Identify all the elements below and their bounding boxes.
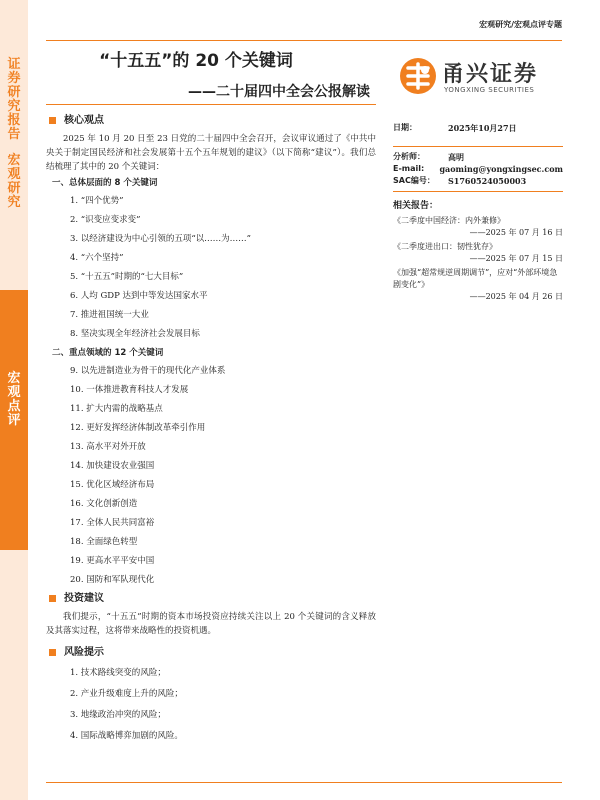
list-item: 8. 坚决实现全年经济社会发展目标	[70, 329, 200, 339]
logo-company-name: 甬兴证券	[442, 62, 539, 87]
sac-value: S1760524050003	[448, 176, 527, 186]
list-item: 4. 国际战略博弈加剧的风险。	[70, 731, 183, 741]
title-divider	[46, 104, 376, 105]
list-item: 3. 以经济建设为中心引领的五项“以……为……”	[70, 234, 252, 244]
sidebar-label-research-report: 证券研究报告	[7, 57, 21, 142]
list-item: 2. 产业升级难度上升的风险；	[70, 689, 183, 699]
analyst-row	[393, 151, 563, 163]
invest-paragraph: 我们提示，“十五五”时期的资本市场投资应持续关注以上 20 个关键词的含义释放及其落实过程，这将带来战略性的投资机遇。	[46, 612, 376, 636]
date-row	[393, 122, 563, 134]
related-report-date: ——2025 年 07 月 16 日	[469, 228, 563, 237]
sac-row	[393, 175, 563, 187]
analyst-label: 分析师：	[393, 152, 425, 161]
list-item: 17. 全体人民共同富裕	[70, 518, 155, 528]
risk-heading-label: 风险提示	[64, 647, 104, 658]
sidebar-label-macro-research: 宏观研究	[7, 153, 21, 210]
related-report-title[interactable]: 《二季度中国经济：内外兼修》	[393, 216, 505, 225]
risk-heading	[46, 646, 376, 660]
list-item: 12. 更好发挥经济体制改革牵引作用	[70, 423, 206, 433]
bullet-square-icon	[49, 649, 56, 656]
email-value[interactable]: gaoming@yongxingsec.com	[439, 164, 563, 174]
list-item: 16. 文化创新创造	[70, 499, 138, 509]
info-divider	[393, 191, 563, 192]
list-item: 14. 加快建设农业强国	[70, 461, 155, 471]
related-heading: 相关报告：	[393, 201, 439, 211]
main-content	[46, 114, 376, 750]
related-report-title[interactable]: 《二季度进出口：韧性犹存》	[393, 242, 497, 251]
list-item: 7. 推进祖国统一大业	[70, 310, 149, 320]
keyword-list-key-areas	[46, 364, 376, 584]
keyword-list-overall	[46, 194, 376, 338]
core-heading	[46, 114, 376, 128]
list-item: 9. 以先进制造业为骨干的现代化产业体系	[70, 366, 226, 376]
company-logo	[398, 59, 558, 99]
list-item: 11. 扩大内需的战略基点	[70, 404, 163, 414]
sidebar	[0, 0, 28, 800]
related-report-date: ——2025 年 04 月 26 日	[469, 292, 563, 301]
list-item: 15. 优化区域经济布局	[70, 480, 155, 490]
info-divider	[393, 146, 563, 147]
list-item: 2. “识变应变求变”	[70, 215, 141, 225]
core-paragraph: 2025 年 10 月 20 日至 23 日党的二十届四中全会召开，会议审议通过了《中共中央关于制定国民经济和社会发展第十五个五年规划的建议》（以下简称“建议”）。我们总结梳理了其中的 20 个关键词：	[46, 134, 376, 172]
bottom-divider	[46, 782, 562, 783]
header-category-tag: 宏观研究/宏观点评专题	[479, 20, 562, 29]
logo-mark-icon	[398, 56, 438, 96]
email-row	[393, 163, 563, 175]
related-report-title[interactable]: 《加强“超常规逆周期调节”，应对“外部环境急剧变化”》	[393, 268, 558, 289]
sidebar-label-macro-commentary: 宏观点评	[7, 371, 21, 428]
email-label: E-mail:	[393, 164, 425, 173]
sidebar-bottom-band	[0, 550, 28, 800]
logo-english-name: YONGXING SECURITIES	[444, 86, 535, 94]
invest-heading	[46, 592, 376, 606]
sidebar-top-band	[0, 0, 28, 290]
bullet-square-icon	[49, 117, 56, 124]
invest-heading-label: 投资建议	[64, 593, 104, 604]
list-item: 18. 全面绿色转型	[70, 537, 138, 547]
list-item: 1. 技术路线突变的风险；	[70, 668, 166, 678]
category-overall: 一、总体层面的 8 个关键词	[52, 178, 158, 188]
core-heading-label: 核心观点	[64, 115, 104, 126]
list-item: 19. 更高水平平安中国	[70, 556, 155, 566]
report-title: “十五五”的 20 个关键词	[99, 51, 293, 71]
bullet-square-icon	[49, 595, 56, 602]
list-item: 3. 地缘政治冲突的风险；	[70, 710, 166, 720]
date-label: 日期：	[393, 123, 417, 132]
report-subtitle: ——二十届四中全会公报解读	[188, 84, 370, 100]
info-panel	[393, 112, 563, 305]
list-item: 5. “十五五”时期的“七大目标”	[70, 272, 184, 282]
list-item: 20. 国防和军队现代化	[70, 575, 155, 585]
list-item: 10. 一体推进教育科技人才发展	[70, 385, 189, 395]
risk-list	[46, 666, 376, 743]
category-key-areas: 二、重点领域的 12 个关键词	[52, 348, 164, 358]
related-report-date: ——2025 年 07 月 15 日	[469, 254, 563, 263]
date-value: 2025年10月27日	[448, 123, 517, 133]
list-item: 4. “六个坚持”	[70, 253, 124, 263]
analyst-value: 高明	[448, 152, 464, 162]
top-divider	[46, 40, 562, 41]
list-item: 13. 高水平对外开放	[70, 442, 146, 452]
list-item: 1. “四个优势”	[70, 196, 124, 206]
sac-label: SAC编号：	[393, 176, 435, 185]
list-item: 6. 人均 GDP 达到中等发达国家水平	[70, 291, 208, 301]
